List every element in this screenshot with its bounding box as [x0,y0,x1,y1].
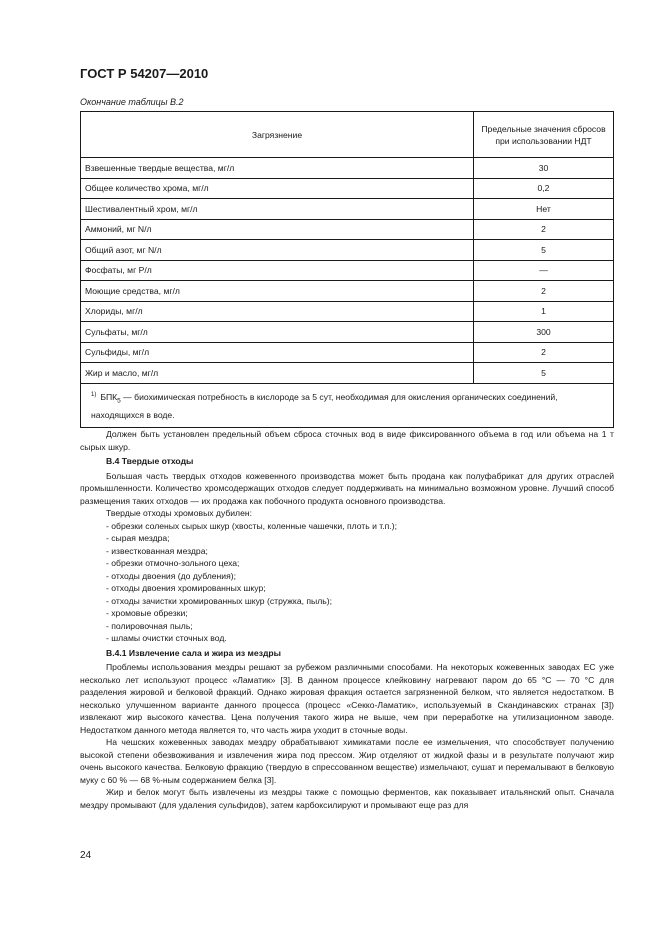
limit-cell: Нет [474,199,614,220]
pollutant-cell: Хлориды, мг/л [81,301,474,322]
pollutant-cell: Общее количество хрома, мг/л [81,178,474,199]
paragraph-lamatic: Проблемы использования мездры решают за рубежом различными способами. На некоторых кожевенных заводах ЕС уже несколько лет используют процесс «Ламатик» [3]. В данном процессе клейковину нагревают паром до 65 °С — 70 °С для разделения жировой и белковой фракций. Однако жировая фракция остается загрязненной белком, что является недостатком. В несколько улучшенном варианте данного процесса (процесс «Секко-Ламатик», используемый в Скандинавских странах [3]) извлекают жир высокого качества. Цена получения такого жира не выше, чем при переработке на утилизационном заводе. Недостатком данного метода является то, что часть жира уходит в сточные воды. [80,662,614,735]
table-row [81,219,614,240]
limit-cell: 0,2 [474,178,614,199]
limit-cell: 2 [474,342,614,363]
table-footnote-row [81,383,614,427]
list-item: - известкованная мездра; [106,545,208,556]
section-heading-b41: В.4.1 Извлечение сала и жира из мездры [106,647,282,658]
paragraph-czech: На чешских кожевенных заводах мездру обрабатывают химикатами после ее измельчения, что способствует получению высокой степени обезвоживания и извлечения жира под прессом. Жир отделяют от жидкой фазы и в результате получают жир очень высокого качества. Белковую фракцию (твердую в спрессованном веществе) измельчают, сушат и перемалывают в белковую муку с 60 % — 68 %-ным содержанием белка [3]. [80,737,614,785]
limit-cell: 30 [474,158,614,179]
footnote-sub: 5 [117,397,121,405]
limits-table [80,111,614,428]
limit-cell: — [474,260,614,281]
list-item: - обрезки соленых сырых шкур (хвосты, коленные чашечки, плоть и т.п.); [106,520,397,531]
list-item: - отходы двоения хромированных шкур; [106,583,266,593]
table-caption: Окончание таблицы В.2 [80,97,184,107]
table-row [81,342,614,363]
list-item: - отходы двоения (до дубления); [106,570,237,581]
column-header-pollutant: Загрязнение [81,112,474,158]
table-row [81,322,614,343]
pollutant-cell: Взвешенные твердые вещества, мг/л [81,158,474,179]
table-footnote [81,383,614,427]
limit-cell: 300 [474,322,614,343]
document-header: ГОСТ Р 54207—2010 [80,66,209,81]
column-header-limits-line2: при использовании НДТ [495,135,592,146]
list-item: - полировочная пыль; [106,620,193,631]
pollutant-cell: Жир и масло, мг/л [81,363,474,384]
table-row [81,178,614,199]
column-header-limits [474,112,614,158]
paragraph-solid-waste: Большая часть твердых отходов кожевенного производства может быть продана как полуфабрикат для других отраслей промышленности. Количество хромсодержащих отходов следует поддерживать на минимально возможном уровне. Лучший способ размещения таких отходов — их продажа как побочного продукта основного производства. [80,470,614,506]
limit-cell: 1 [474,301,614,322]
footnote-mark: 1) [91,391,97,398]
paragraph-list-intro: Твердые отходы хромовых дубилен: [106,508,252,518]
waste-list [80,520,614,645]
table-row [81,363,614,384]
limit-cell: 5 [474,240,614,261]
pollutant-cell: Сульфиды, мг/л [81,342,474,363]
list-item: - шламы очистки сточных вод. [106,633,227,643]
pollutant-cell: Общий азот, мг N/л [81,240,474,261]
table-row [81,260,614,281]
footnote-text: — биохимическая потребность в кислороде за 5 сут, необходимая для окисления органических соединений, находящихся в воде. [91,391,558,421]
list-item: - обрезки отмочно-зольного цеха; [106,558,240,568]
page-number: 24 [80,850,92,861]
list-item: - хромовые обрезки; [106,608,188,618]
paragraph-discharge: Должен быть установлен предельный объем сброса сточных вод в виде фиксированного объема в год или объема на 1 т сырых шкур. [80,429,614,452]
table-row [81,240,614,261]
footnote-bpk: БПК [100,391,118,402]
list-item: - сырая мездра; [106,533,170,543]
table-row [81,199,614,220]
pollutant-cell: Моющие средства, мг/л [81,281,474,302]
pollutant-cell: Фосфаты, мг Р/л [81,260,474,281]
pollutant-cell: Шестивалентный хром, мг/л [81,199,474,220]
section-heading-b4: В.4 Твердые отходы [106,456,194,466]
limit-cell: 5 [474,363,614,384]
paragraph-enzymes: Жир и белок могут быть извлечены из мездры также с помощью ферментов, как показывает итальянский опыт. Сначала мездру промывают (для удаления сульфидов), затем карбоксилируют и промывают еще раз для [80,787,614,810]
limit-cell: 2 [474,219,614,240]
table-row [81,301,614,322]
column-header-limits-line1: Предельные значения сбросов [481,123,606,134]
table-row [81,158,614,179]
list-item: - отходы зачистки хромированных шкур (стружка, пыль); [106,595,332,606]
table-header-row [81,112,614,158]
pollutant-cell: Сульфаты, мг/л [81,322,474,343]
table-row [81,281,614,302]
body-text [80,428,614,811]
pollutant-cell: Аммоний, мг N/л [81,219,474,240]
limit-cell: 2 [474,281,614,302]
